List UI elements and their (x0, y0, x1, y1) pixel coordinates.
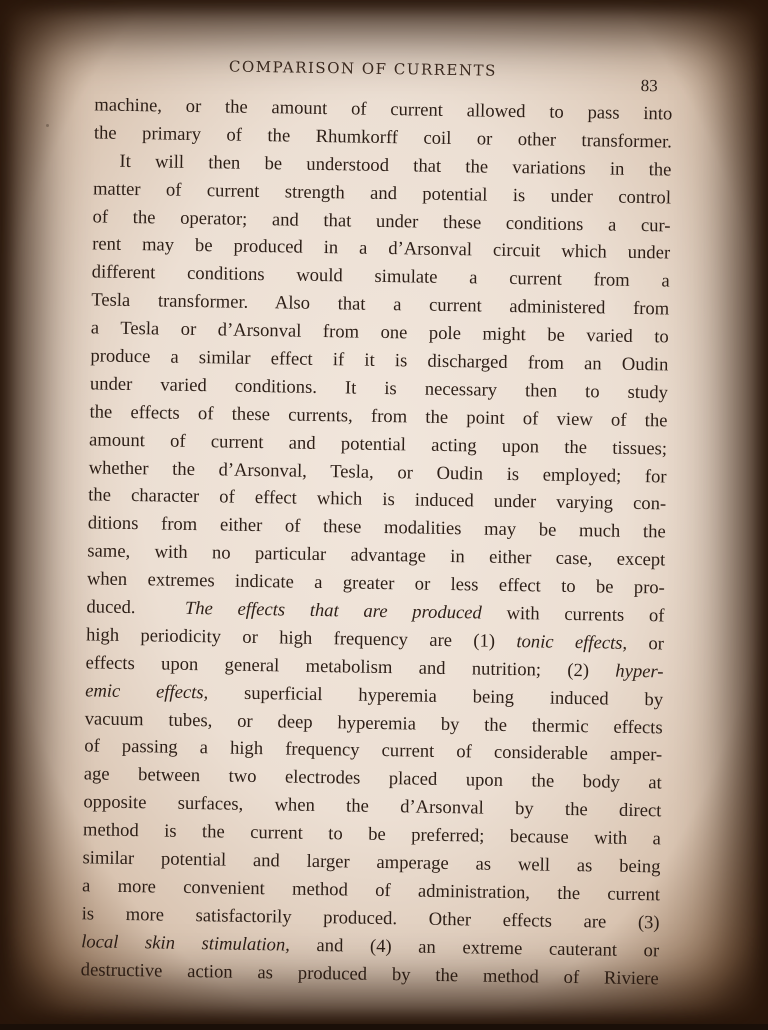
text-line: matter of current strength and potential is under control (92, 178, 672, 209)
text-line: Tesla transformer. Also that a current administered from (91, 289, 670, 320)
italic-segment: local skin stimulation, (81, 931, 291, 956)
text-line: the effects of these currents, from the point of view of the (89, 401, 668, 432)
italic-segment: hyper- (615, 660, 664, 683)
text-line: age between two electrodes placed upon the body at (83, 763, 662, 794)
text-line: when extremes indicate a greater or less effect to be pro- (86, 568, 666, 599)
text-line: amount of current and potential acting upon the tissues; (88, 429, 668, 460)
text-segment: and (4) an extreme cauterant or (316, 934, 660, 962)
running-title: COMPARISON OF CURRENTS (228, 57, 497, 80)
italic-segment: emic effects, (84, 680, 209, 703)
text-line: a Tesla or d’Arsonval from one pole might be varied to (90, 317, 669, 348)
text-line: of passing a high frequency current of considerable amper- (84, 735, 663, 766)
text-line: under varied conditions. It is necessary then to study (89, 373, 669, 404)
text-line: same, with no particular advantage in either case, except (87, 540, 666, 571)
text-segment: or (648, 633, 665, 655)
paper-speck (46, 124, 49, 127)
text-line: rent may be produced in a d’Arsonval circuit which under (92, 233, 671, 264)
text-line: is more satisfactorily produced. Other effects are (3) (81, 903, 660, 934)
page-number: 83 (640, 75, 658, 96)
text-segment: superficial hyperemia being induced by (243, 682, 664, 711)
text-line: different conditions would simulate a current from a (91, 261, 670, 292)
text-line: opposite surfaces, when the d’Arsonval by the direct (83, 791, 662, 822)
text-line: ditions from either of these modalities may be much the (87, 512, 666, 543)
text-line: method is the current to be preferred; because with a (82, 819, 662, 850)
text-segment: duced. (86, 596, 136, 619)
text-line: destructive action as produced by the method of Riviere (80, 958, 659, 989)
text-line: whether the d’Arsonval, Tesla, or Oudin is employed; for (88, 456, 667, 488)
text-line: the character of effect which is induced under varying con- (88, 484, 667, 515)
text-line: machine, or the amount of current allowed to pass into (94, 94, 673, 125)
text-segment: high periodicity or high frequency are (1) (85, 624, 496, 652)
text-line: the primary of the Rhumkorff coil or other transformer. (93, 122, 673, 153)
text-line: similar potential and larger amperage as well as being (82, 847, 661, 878)
text-line: vacuum tubes, or deep hyperemia by the thermic effects (84, 707, 663, 738)
text-line: of the operator; and that under these conditions a cur- (92, 205, 671, 237)
text-line: produce a similar effect if it is discharged from an Oudin (90, 345, 669, 376)
text-line: a more convenient method of administration, the current (81, 875, 661, 906)
body-text (81, 91, 673, 992)
text-line: It will then be understood that the variations in the (119, 150, 672, 181)
text-segment: effects upon general metabolism and nutrition; (2) (85, 652, 590, 682)
italic-segment: tonic effects, (516, 631, 628, 654)
text-segment: with currents of (506, 602, 665, 627)
italic-segment: The effects that are produced (184, 597, 482, 624)
